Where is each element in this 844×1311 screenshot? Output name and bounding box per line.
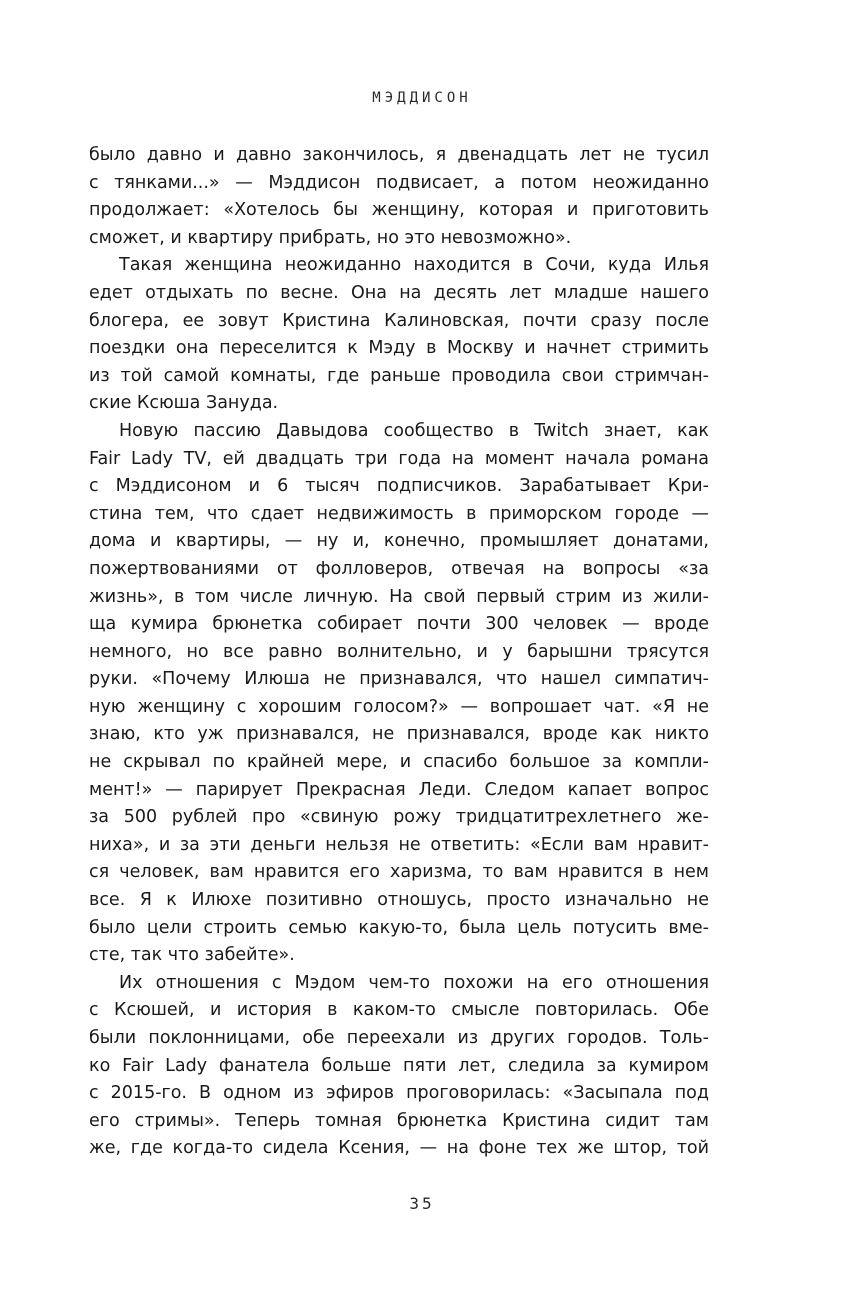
text-line: было давно и давно закончилось, я двенадцать лет не тусил bbox=[89, 145, 709, 165]
text-line: дома и квартиры, — ну и, конечно, промышляет донатами, bbox=[89, 531, 709, 552]
paragraph-first-line: Новую пассию Давыдова сообщество в Twitch знает, как bbox=[119, 420, 709, 441]
text-line: знаю, кто уж признавался, не признавался, вроде как никто bbox=[89, 724, 709, 745]
text-line: с тянками...» — Мэддисон подвисает, а потом неожиданно bbox=[89, 172, 709, 193]
text-line: его стримы». Теперь томная брюнетка Кристина сидит там bbox=[89, 1110, 709, 1131]
page-number: 35 bbox=[409, 1194, 435, 1213]
text-line: с Мэддисоном и 6 тысяч подписчиков. Зарабатывает Кри- bbox=[89, 476, 709, 497]
text-line: ся человек, вам нравится его харизма, то вам нравится в нем bbox=[89, 862, 709, 883]
text-line: сможет, и квартиру прибрать, но это невозможно». bbox=[89, 227, 572, 248]
paragraph-first-line: Такая женщина неожиданно находится в Сочи, куда Илья bbox=[119, 255, 709, 276]
text-line: пожертвованиями от фолловеров, отвечая на вопросы «за bbox=[89, 558, 709, 579]
text-line: Fair Lady TV, ей двадцать три года на момент начала романа bbox=[89, 448, 709, 469]
text-line: стина тем, что сдает недвижимость в приморском городе — bbox=[89, 503, 709, 524]
text-line: ную женщину с хорошим голосом?» — вопрошает чат. «Я не bbox=[89, 696, 709, 717]
text-line: блогера, ее зовут Кристина Калиновская, почти сразу после bbox=[89, 310, 709, 331]
text-line: ниха», и за эти деньги нельзя не ответить: «Если вам нравит- bbox=[89, 834, 709, 855]
text-line: было цели строить семью какую-то, была цель потусить вме- bbox=[89, 917, 709, 938]
text-line: ко Fair Lady фанатела больше пяти лет, следила за кумиром bbox=[89, 1055, 709, 1076]
text-line: ские Ксюша Зануда. bbox=[89, 393, 279, 414]
text-line: за 500 рублей про «свиную рожу тридцатитрехлетнего же- bbox=[89, 807, 709, 828]
text-line: из той самой комнаты, где раньше проводила свои стримчан- bbox=[89, 365, 709, 386]
text-line: же, где когда-то сидела Ксения, — на фоне тех же штор, той bbox=[89, 1138, 709, 1159]
text-line: с 2015-го. В одном из эфиров проговорилась: «Засыпала под bbox=[89, 1083, 709, 1104]
text-line: с Ксюшей, и история в каком-то смысле повторилась. Обе bbox=[89, 1000, 709, 1021]
text-line: жизнь», в том числе личную. На свой первый стрим из жили- bbox=[89, 586, 709, 607]
text-line: все. Я к Илюхе позитивно отношусь, просто изначально не bbox=[89, 890, 709, 911]
text-line: продолжает: «Хотелось бы женщину, которая и приготовить bbox=[89, 200, 709, 221]
paragraph-first-line: Их отношения с Мэдом чем-то похожи на его отношения bbox=[119, 972, 709, 993]
text-line: мент!» — парирует Прекрасная Леди. Следом капает вопрос bbox=[89, 779, 709, 800]
body-text bbox=[89, 142, 709, 1163]
text-line: сте, так что забейте». bbox=[89, 945, 295, 966]
text-line: едет отдыхать по весне. Она на десять лет младше нашего bbox=[89, 282, 709, 303]
text-line: были поклонницами, обе переехали из других городов. Толь- bbox=[89, 1028, 709, 1048]
text-line: поездки она переселится к Мэду в Москву и начнет стримить bbox=[89, 338, 709, 359]
text-line: руки. «Почему Илюша не признавался, что нашел симпатич- bbox=[89, 669, 709, 690]
text-line: немного, но все равно волнительно, и у барышни трясутся bbox=[89, 641, 709, 662]
running-head: МЭДДИСОН bbox=[372, 90, 472, 106]
text-line: не скрывал по крайней мере, и спасибо большое за компли- bbox=[89, 752, 709, 773]
text-line: ща кумира брюнетка собирает почти 300 человек — вроде bbox=[89, 614, 709, 635]
